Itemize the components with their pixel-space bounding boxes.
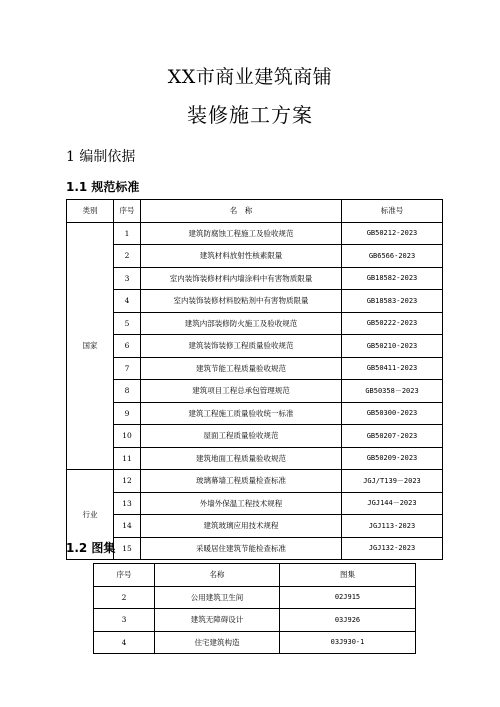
table-row bbox=[67, 312, 443, 335]
header-category: 类别 bbox=[67, 200, 114, 223]
table-row bbox=[67, 290, 443, 313]
number-cell: 2 bbox=[114, 245, 141, 268]
name-cell: 建筑内部装修防火施工及验收规范 bbox=[141, 312, 342, 335]
table-row bbox=[67, 335, 443, 358]
header-name: 名 称 bbox=[141, 200, 342, 223]
table-row bbox=[94, 586, 416, 609]
standard-code-cell: GB18582-2023 bbox=[342, 267, 443, 290]
number-cell: 7 bbox=[114, 357, 141, 380]
number-cell: 9 bbox=[114, 402, 141, 425]
category-cell: 行业 bbox=[67, 470, 114, 560]
number-cell: 3 bbox=[94, 609, 155, 632]
section-heading-basis: 1 编制依据 bbox=[66, 149, 136, 165]
number-cell: 3 bbox=[114, 267, 141, 290]
number-cell: 4 bbox=[94, 631, 155, 654]
name-cell: 外墙外保温工程技术规程 bbox=[141, 492, 342, 515]
name-cell: 建筑玻璃应用技术规程 bbox=[141, 515, 342, 538]
atlas-code-cell: 03J930-1 bbox=[280, 631, 416, 654]
standard-code-cell: JGJ/T139－2023 bbox=[342, 470, 443, 493]
standard-code-cell: GB18583-2023 bbox=[342, 290, 443, 313]
name-cell: 建筑防腐蚀工程施工及验收规范 bbox=[141, 222, 342, 245]
table-row bbox=[67, 402, 443, 425]
category-cell: 国家 bbox=[67, 222, 114, 470]
standard-code-cell: JGJ113-2023 bbox=[342, 515, 443, 538]
header-standard-code: 标准号 bbox=[342, 200, 443, 223]
number-cell: 2 bbox=[94, 586, 155, 609]
subsection-heading-atlas: 1.2 图集 bbox=[66, 541, 116, 555]
standard-code-cell: GB50209-2023 bbox=[342, 447, 443, 470]
standard-code-cell: JGJ132-2023 bbox=[342, 537, 443, 560]
name-cell: 建筑节能工程质量验收规范 bbox=[141, 357, 342, 380]
name-cell: 建筑材料放射性核素限量 bbox=[141, 245, 342, 268]
number-cell: 11 bbox=[114, 447, 141, 470]
number-cell: 5 bbox=[114, 312, 141, 335]
name-cell: 建筑项目工程总承包管理规范 bbox=[141, 380, 342, 403]
standard-code-cell: GB50210-2023 bbox=[342, 335, 443, 358]
name-cell: 屋面工程质量验收规范 bbox=[141, 425, 342, 448]
table-row bbox=[67, 245, 443, 268]
number-cell: 12 bbox=[114, 470, 141, 493]
table-header-row bbox=[67, 200, 443, 223]
document-title-line1: XX市商业建筑商铺 bbox=[167, 66, 333, 88]
table-row bbox=[94, 609, 416, 632]
standard-code-cell: JGJ144－2023 bbox=[342, 492, 443, 515]
standards-table bbox=[66, 199, 443, 560]
table-row bbox=[94, 631, 416, 654]
table-row bbox=[67, 447, 443, 470]
standard-code-cell: GB50411-2023 bbox=[342, 357, 443, 380]
table-row bbox=[67, 470, 443, 493]
document-title-line2: 装修施工方案 bbox=[187, 103, 313, 127]
atlas-code-cell: 03J926 bbox=[280, 609, 416, 632]
header-name: 名称 bbox=[155, 564, 280, 587]
atlas-code-cell: 02J915 bbox=[280, 586, 416, 609]
standard-code-cell: GB50212-2023 bbox=[342, 222, 443, 245]
table-row bbox=[67, 267, 443, 290]
number-cell: 4 bbox=[114, 290, 141, 313]
table-row bbox=[67, 357, 443, 380]
table-row bbox=[67, 492, 443, 515]
table-row bbox=[67, 222, 443, 245]
standard-code-cell: GB50358－2023 bbox=[342, 380, 443, 403]
table-row bbox=[67, 537, 443, 560]
table-header-row bbox=[94, 564, 416, 587]
standard-code-cell: GB50222-2023 bbox=[342, 312, 443, 335]
table-row bbox=[67, 380, 443, 403]
number-cell: 8 bbox=[114, 380, 141, 403]
number-cell: 15 bbox=[114, 537, 141, 560]
standard-code-cell: GB50300-2023 bbox=[342, 402, 443, 425]
header-number: 序号 bbox=[94, 564, 155, 587]
subsection-heading-standards: 1.1 规范标准 bbox=[66, 180, 140, 194]
number-cell: 10 bbox=[114, 425, 141, 448]
number-cell: 13 bbox=[114, 492, 141, 515]
table-row bbox=[67, 425, 443, 448]
name-cell: 住宅建筑构造 bbox=[155, 631, 280, 654]
name-cell: 建筑无障碍设计 bbox=[155, 609, 280, 632]
name-cell: 玻璃幕墙工程质量检查标准 bbox=[141, 470, 342, 493]
number-cell: 6 bbox=[114, 335, 141, 358]
table-row bbox=[67, 515, 443, 538]
name-cell: 建筑装饰装修工程质量验收规范 bbox=[141, 335, 342, 358]
name-cell: 室内装饰装修材料胶粘剂中有害物质限量 bbox=[141, 290, 342, 313]
name-cell: 建筑工程施工质量验收统一标准 bbox=[141, 402, 342, 425]
name-cell: 室内装饰装修材料内墙涂料中有害物质限量 bbox=[141, 267, 342, 290]
name-cell: 建筑地面工程质量验收规范 bbox=[141, 447, 342, 470]
number-cell: 14 bbox=[114, 515, 141, 538]
header-number: 序号 bbox=[114, 200, 141, 223]
name-cell: 采暖居住建筑节能检查标准 bbox=[141, 537, 342, 560]
standard-code-cell: GB6566-2023 bbox=[342, 245, 443, 268]
header-atlas: 图集 bbox=[280, 564, 416, 587]
atlas-table bbox=[93, 563, 416, 654]
number-cell: 1 bbox=[114, 222, 141, 245]
standard-code-cell: GB50207-2023 bbox=[342, 425, 443, 448]
name-cell: 公用建筑卫生间 bbox=[155, 586, 280, 609]
